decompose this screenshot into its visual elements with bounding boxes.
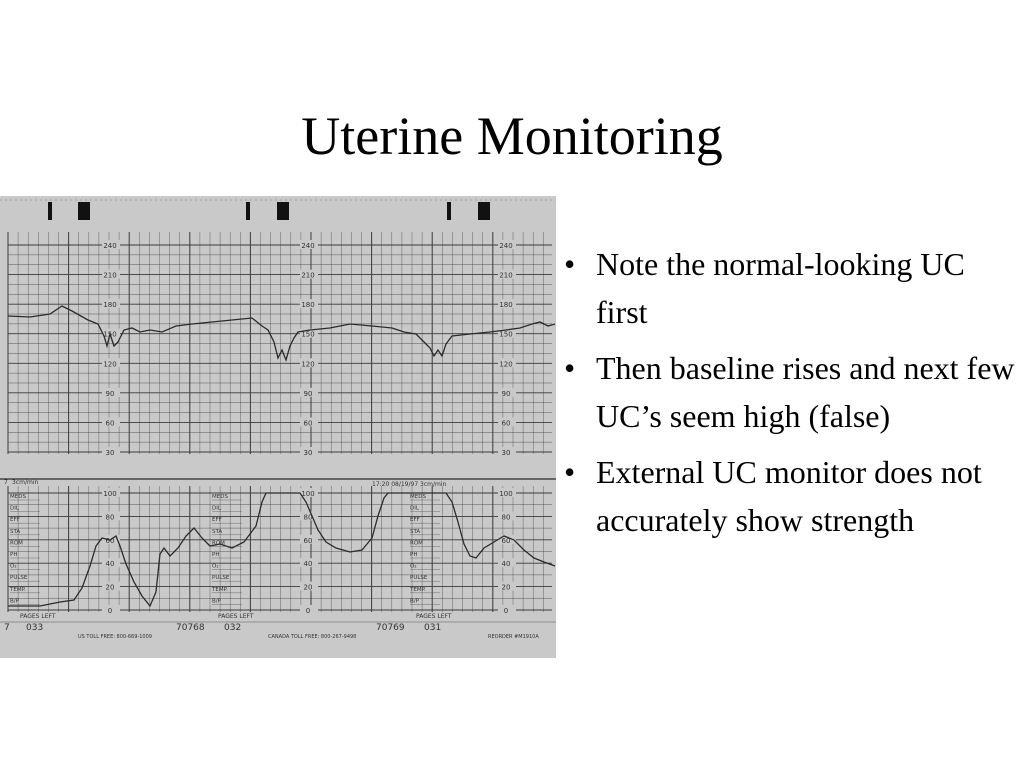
strip-edge-mark-top: 7: [4, 479, 8, 486]
pages-left-label: PAGES LEFT: [218, 613, 254, 620]
uc-scale-label: 0: [503, 607, 509, 615]
toll-free-us: US TOLL FREE: 800-669-1009: [78, 634, 152, 640]
notes-label: PH: [10, 552, 18, 558]
fhr-scale-label: 60: [303, 419, 313, 428]
notes-label: MEDS: [10, 494, 26, 500]
minute-marker: [478, 202, 490, 220]
minute-marker: [78, 202, 90, 220]
fhr-scale-label: 240: [103, 242, 117, 250]
bullet-dot: •: [564, 246, 576, 282]
bullet-item: [560, 448, 1020, 544]
page-number: 031: [424, 623, 442, 633]
bullet-list: [560, 240, 1020, 552]
notes-label: O₂: [212, 563, 219, 570]
slide-title: Uterine Monitoring: [301, 106, 723, 166]
minute-marker: [447, 202, 451, 220]
notes-label: TEMP.: [410, 586, 426, 593]
uc-scale-label: 20: [105, 583, 115, 592]
uc-scale-label: 40: [105, 560, 115, 569]
uc-scale-label: 40: [501, 560, 511, 569]
fhr-scale-label: 90: [105, 389, 115, 398]
fhr-scale-label: 210: [103, 271, 117, 280]
notes-label: PH: [410, 552, 418, 558]
uc-scale-label: 40: [303, 560, 313, 569]
notes-label: O₂: [10, 563, 17, 570]
notes-label: TEMP.: [10, 586, 26, 593]
uc-scale-label: 60: [105, 536, 115, 545]
toll-free-canada: CANADA TOLL FREE: 800-267-9498: [268, 634, 357, 640]
uc-scale-label: 80: [303, 513, 313, 522]
fhr-scale-label: 90: [501, 389, 511, 398]
pages-left-label: PAGES LEFT: [20, 613, 56, 620]
bullet-text: Then baseline rises and next few UC’s seem high (false): [596, 350, 1015, 434]
notes-label: EFF: [212, 517, 222, 524]
uc-scale-label: 20: [501, 583, 511, 592]
fhr-scale-label: 60: [105, 419, 115, 428]
fhr-scale-label: 180: [499, 301, 513, 310]
notes-label: STA: [10, 528, 21, 535]
page-code: 70769: [376, 623, 405, 633]
fhr-scale-label: 210: [499, 271, 513, 280]
uc-scale-label: 100: [301, 490, 315, 498]
uc-scale-label: 80: [501, 513, 511, 522]
fhr-scale-label: 30: [501, 448, 511, 457]
reorder-number: REORDER #M1910A: [488, 634, 539, 640]
uc-scale-label: 60: [501, 536, 511, 545]
fhr-scale-label: 240: [301, 242, 315, 250]
notes-label: B/P: [10, 598, 19, 605]
notes-label: DIL: [10, 505, 19, 512]
fhr-scale-label: 150: [301, 330, 315, 339]
monitor-strip-image: [0, 196, 556, 658]
fhr-scale-label: 30: [105, 448, 115, 457]
notes-label: O₂: [410, 563, 417, 570]
fhr-scale-label: 120: [499, 360, 513, 369]
fhr-scale-label: 60: [501, 419, 511, 428]
fhr-scale-label: 240: [499, 242, 513, 250]
uc-scale-label: 60: [303, 536, 313, 545]
uc-scale-label: 80: [105, 513, 115, 522]
minute-marker: [48, 202, 52, 220]
fhr-scale-label: 90: [303, 389, 313, 398]
page-code: 70768: [176, 623, 205, 633]
bullet-dot: •: [564, 454, 576, 490]
page-number: 033: [26, 623, 44, 633]
notes-label: TEMP.: [212, 586, 228, 593]
minute-marker: [277, 202, 289, 220]
notes-label: MEDS: [410, 494, 426, 500]
bullet-item: [560, 240, 1020, 336]
notes-label: STA: [410, 528, 421, 535]
notes-label: PULSE: [212, 575, 230, 582]
bullet-dot: •: [564, 350, 576, 386]
fhr-scale-label: 150: [499, 330, 513, 339]
uc-scale-label: 100: [499, 490, 513, 498]
notes-label: DIL: [410, 505, 419, 512]
page-number: 032: [224, 623, 242, 633]
fhr-scale-label: 150: [103, 330, 117, 339]
strip-timestamp: 17:20 08/19/97 3cm/min: [372, 481, 447, 488]
bullet-text: Note the normal-looking UC first: [596, 246, 965, 330]
uc-scale-label: 0: [305, 607, 311, 615]
strip-speed-label: 3cm/min: [12, 479, 39, 486]
pages-left-label: PAGES LEFT: [416, 613, 452, 620]
minute-marker: [246, 202, 250, 220]
notes-label: STA: [212, 528, 223, 535]
notes-label: PH: [212, 552, 220, 558]
notes-label: MEDS: [212, 494, 228, 500]
notes-label: DIL: [212, 505, 221, 512]
monitor-strip-svg: [0, 196, 556, 658]
notes-label: EFF: [10, 517, 20, 524]
strip-edge-mark-bottom: 7: [4, 623, 10, 633]
notes-label: B/P: [410, 598, 419, 605]
uc-scale-label: 0: [107, 607, 113, 615]
fhr-scale-label: 120: [103, 360, 117, 369]
uc-scale-label: 20: [303, 583, 313, 592]
notes-label: PULSE: [410, 575, 428, 582]
notes-label: ROM: [212, 540, 225, 547]
fhr-scale-label: 120: [301, 360, 315, 369]
fhr-scale-label: 210: [301, 271, 315, 280]
uc-scale-label: 100: [103, 490, 117, 498]
fhr-scale-label: 180: [301, 301, 315, 310]
notes-label: ROM: [410, 540, 423, 547]
bullet-text: External UC monitor does not accurately show strength: [596, 454, 982, 538]
fhr-scale-label: 30: [303, 448, 313, 457]
fhr-scale-label: 180: [103, 301, 117, 310]
notes-label: B/P: [212, 598, 221, 605]
notes-label: EFF: [410, 517, 420, 524]
notes-label: PULSE: [10, 575, 28, 582]
bullet-item: [560, 344, 1020, 440]
notes-label: ROM: [10, 540, 23, 547]
